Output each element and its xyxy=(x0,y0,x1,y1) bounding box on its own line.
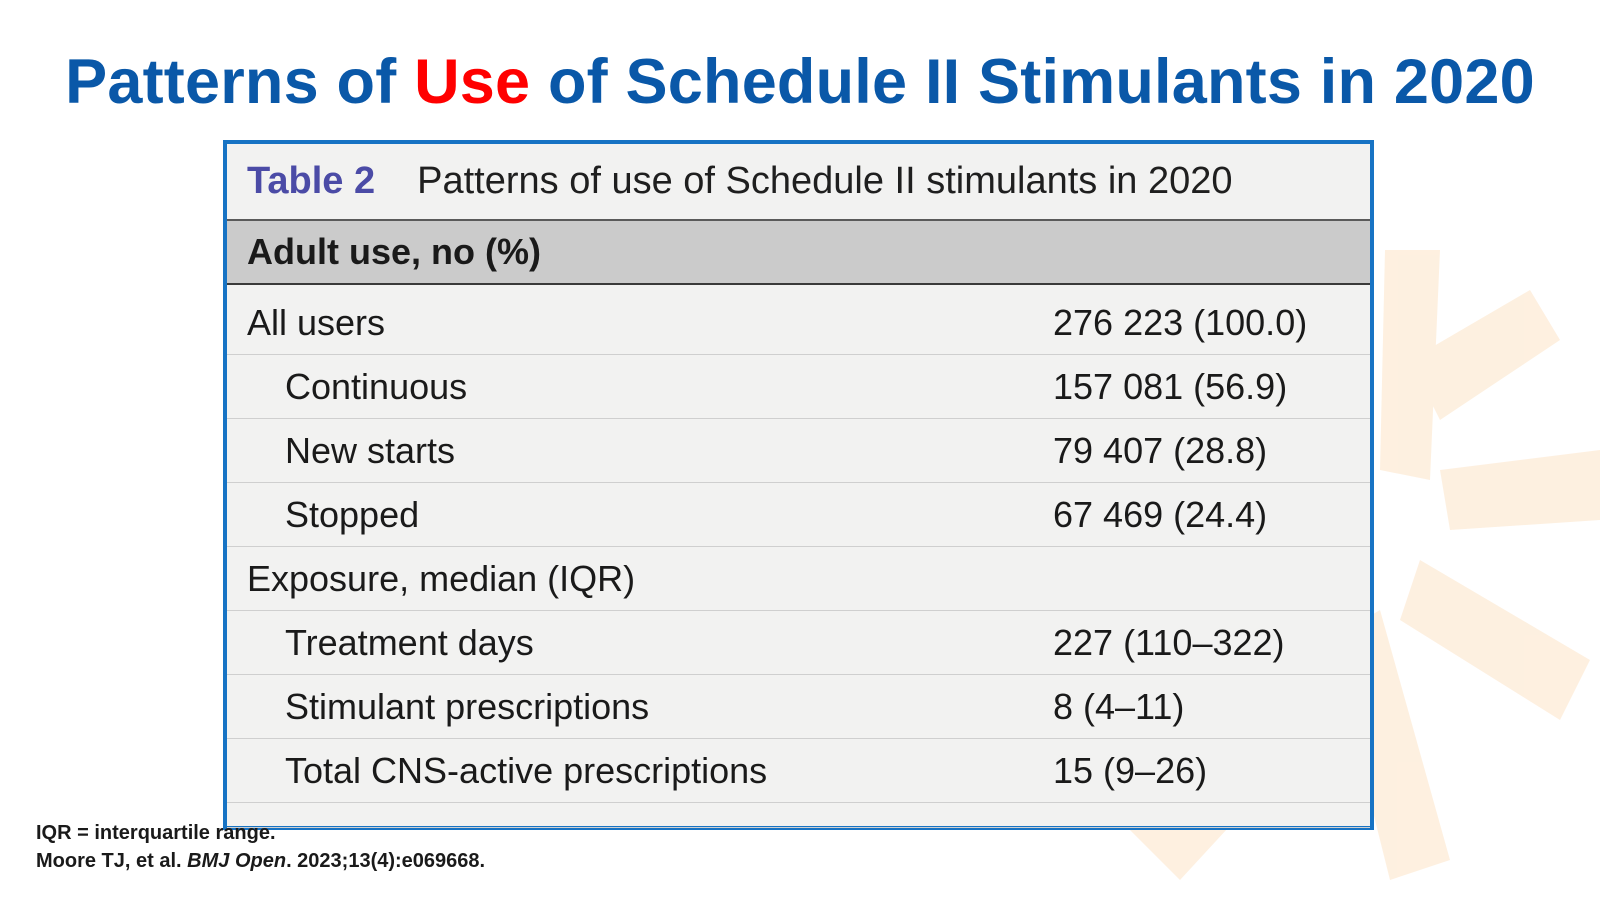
table-row xyxy=(227,611,1370,675)
table-number: Table 2 xyxy=(247,160,376,202)
row-label: All users xyxy=(247,301,386,343)
table-body xyxy=(227,285,1370,828)
row-value: 276 223 (100.0) xyxy=(1053,301,1308,343)
table-row xyxy=(227,547,1370,611)
row-label: Treatment days xyxy=(285,621,534,663)
slide-title: Patterns of Use of Schedule II Stimulants in 2020 xyxy=(65,47,1535,117)
row-label: Stopped xyxy=(285,493,420,535)
abbreviation-note: IQR = interquartile range. xyxy=(36,822,276,844)
table-row xyxy=(227,355,1370,419)
row-value: 157 081 (56.9) xyxy=(1053,365,1288,407)
row-label: New starts xyxy=(285,429,456,471)
row-value: 79 407 (28.8) xyxy=(1053,429,1268,471)
row-label: Exposure, median (IQR) xyxy=(247,557,636,599)
data-table xyxy=(223,140,1374,830)
table-row xyxy=(227,419,1370,483)
citation-journal: BMJ Open xyxy=(187,850,287,872)
table-row xyxy=(227,291,1370,355)
title-highlight: Use xyxy=(414,47,531,117)
table-row xyxy=(227,675,1370,739)
citation: Moore TJ, et al. BMJ Open. 2023;13(4):e069668. xyxy=(36,850,486,872)
table-row xyxy=(227,483,1370,547)
footnotes xyxy=(36,819,485,875)
row-label: Stimulant prescriptions xyxy=(285,685,650,727)
group-header: Adult use, no (%) xyxy=(227,221,1370,285)
row-label: Total CNS-active prescriptions xyxy=(285,749,768,791)
row-value: 67 469 (24.4) xyxy=(1053,493,1268,535)
table-caption-text: Patterns of use of Schedule II stimulants in 2020 xyxy=(417,160,1233,202)
row-value: 227 (110–322) xyxy=(1053,621,1285,663)
row-value: 8 (4–11) xyxy=(1053,685,1185,727)
row-value: 15 (9–26) xyxy=(1053,749,1208,791)
table-caption xyxy=(227,144,1370,221)
row-label: Continuous xyxy=(285,365,468,407)
table-row xyxy=(227,739,1370,803)
